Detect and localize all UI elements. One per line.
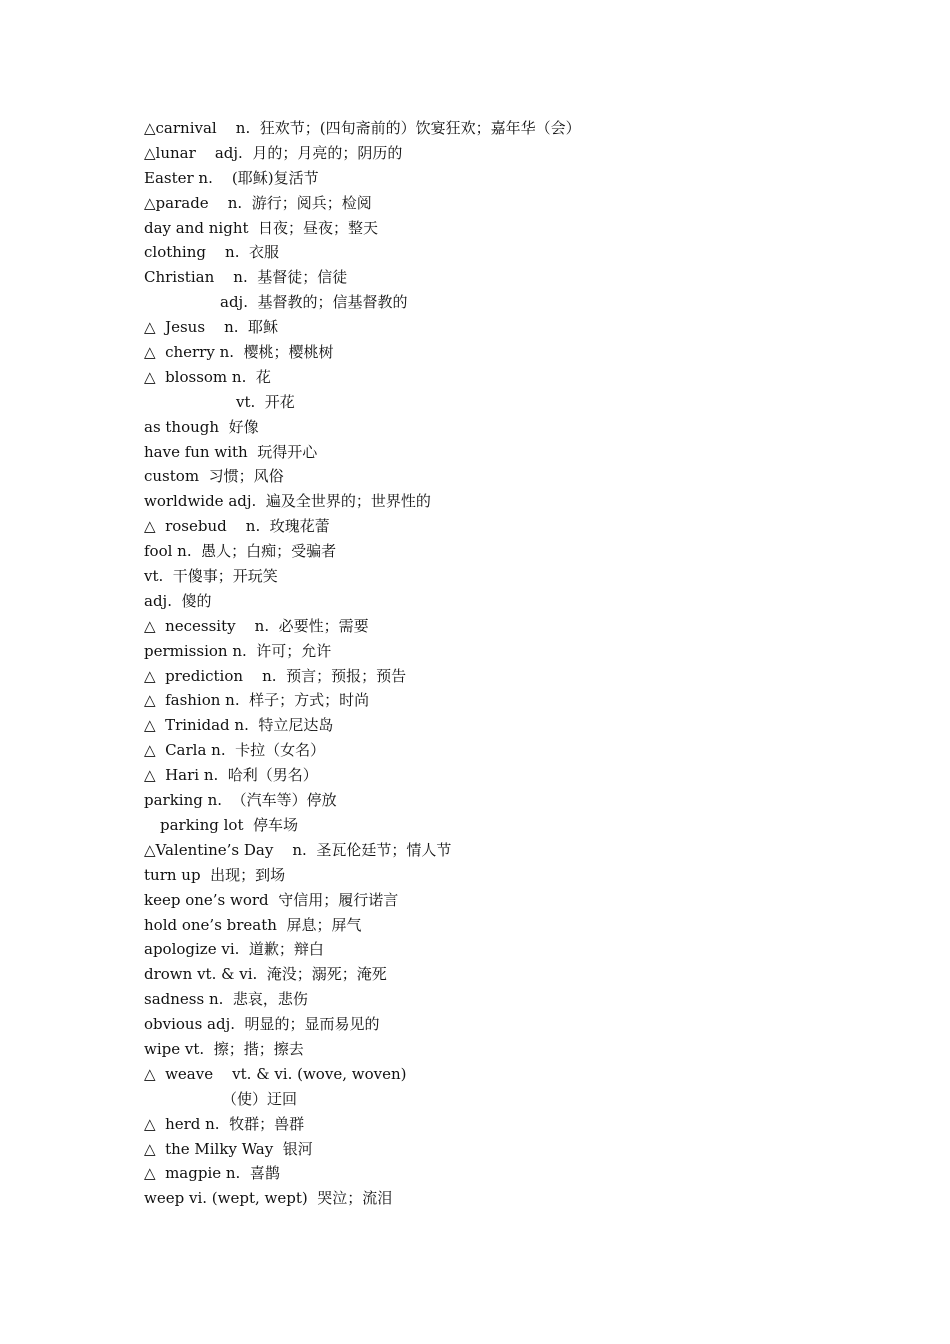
vocab-line: permission n. 许可；允许 — [144, 641, 332, 660]
vocab-line: Christian n. 基督徒；信徒 — [144, 268, 348, 287]
vocab-line: △ blossom n. 花 — [144, 367, 271, 386]
vocab-line: △ necessity n. 必要性；需要 — [144, 616, 369, 635]
vocab-line: adj. 傻的 — [144, 591, 212, 610]
vocab-line: △ Carla n. 卡拉（女名） — [144, 741, 326, 760]
vocab-line: turn up 出现；到场 — [144, 865, 286, 884]
vocab-line: drown vt. & vi. 淹没；溺死；淹死 — [144, 965, 387, 984]
vocab-line: parking lot 停车场 — [160, 815, 299, 834]
vocab-line: △ rosebud n. 玫瑰花蕾 — [144, 517, 330, 536]
vocab-line: △ Hari n. 哈利（男名） — [144, 766, 318, 785]
vocab-line: keep one’s word 守信用；履行诺言 — [144, 890, 399, 909]
vocab-line: △ Trinidad n. 特立尼达岛 — [144, 716, 334, 735]
vocab-line: △ Jesus n. 耶稣 — [144, 318, 279, 337]
vocab-line: △lunar adj. 月的；月亮的；阴历的 — [144, 143, 403, 162]
vocab-line: △ magpie n. 喜鹊 — [144, 1164, 280, 1183]
vocabulary-list — [144, 116, 904, 1211]
vocab-line: △ herd n. 牧群；兽群 — [144, 1114, 305, 1133]
vocab-line: △ cherry n. 樱桃；樱桃树 — [144, 343, 334, 362]
vocab-line: vt. 开花 — [236, 392, 295, 411]
vocab-line: apologize vi. 道歉；辩白 — [144, 940, 324, 959]
vocab-line: obvious adj. 明显的；显而易见的 — [144, 1015, 380, 1034]
vocab-line: △ the Milky Way 银河 — [144, 1139, 313, 1158]
vocab-line: parking n. （汽车等）停放 — [144, 791, 337, 810]
vocab-line: wipe vt. 擦；揩；擦去 — [144, 1039, 304, 1058]
vocab-line: sadness n. 悲哀，悲伤 — [144, 990, 308, 1009]
vocab-line: have fun with 玩得开心 — [144, 442, 318, 461]
vocab-line: △ fashion n. 样子；方式；时尚 — [144, 691, 370, 710]
vocab-line: △ prediction n. 预言；预报；预告 — [144, 666, 407, 685]
vocab-line: adj. 基督教的；信基督教的 — [220, 293, 408, 312]
vocab-line: weep vi. (wept, wept) 哭泣；流泪 — [144, 1189, 393, 1208]
vocab-line: Easter n. (耶稣)复活节 — [144, 168, 319, 187]
vocab-line: custom 习惯；风俗 — [144, 467, 284, 486]
vocab-line: （使）迂回 — [222, 1089, 298, 1108]
vocab-line: hold one’s breath 屏息；屏气 — [144, 915, 362, 934]
vocab-line: as though 好像 — [144, 417, 259, 436]
vocab-line: △carnival n. 狂欢节；(四旬斋前的）饮宴狂欢；嘉年华（会） — [144, 119, 581, 137]
vocab-line: △parade n. 游行；阅兵；检阅 — [144, 193, 372, 212]
vocab-line: clothing n. 衣服 — [144, 243, 280, 262]
vocab-line: day and night 日夜；昼夜；整天 — [144, 218, 379, 237]
vocab-line: fool n. 愚人；白痴；受骗者 — [144, 542, 337, 561]
vocab-line: vt. 干傻事；开玩笑 — [144, 567, 278, 586]
vocab-line: worldwide adj. 遍及全世界的；世界性的 — [144, 492, 431, 511]
vocab-line: △Valentine’s Day n. 圣瓦伦廷节；情人节 — [144, 840, 452, 859]
vocab-line: △ weave vt. & vi. (wove, woven) — [144, 1064, 407, 1083]
